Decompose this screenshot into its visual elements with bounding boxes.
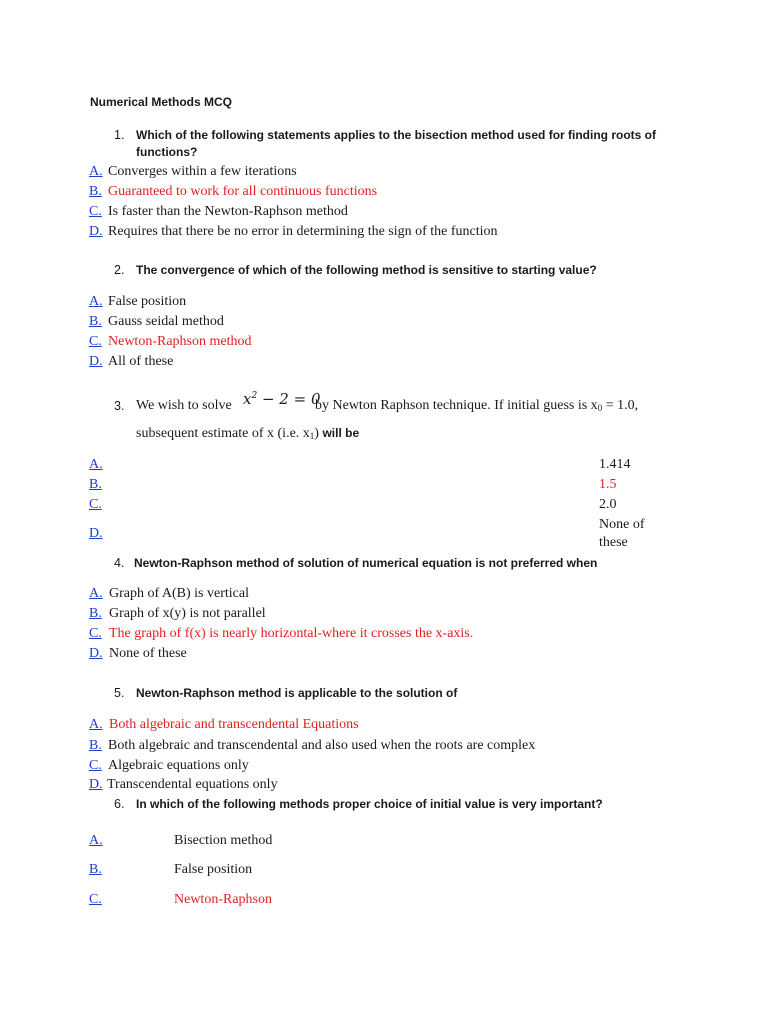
question-2-number: 2. xyxy=(114,263,125,277)
q6-option-a-letter[interactable]: A. xyxy=(89,833,103,848)
q2-option-a-letter[interactable]: A. xyxy=(89,294,103,309)
q6-option-c-text: Newton-Raphson xyxy=(174,892,272,907)
q2-option-a-text: False position xyxy=(108,294,187,309)
q2-option-b-text: Gauss seidal method xyxy=(108,314,224,329)
q2-option-b-letter[interactable]: B. xyxy=(89,314,102,329)
q6-option-b-letter[interactable]: B. xyxy=(89,862,102,877)
q2-option-d-text: All of these xyxy=(108,354,174,369)
doc-title: Numerical Methods MCQ xyxy=(90,95,233,109)
q3-option-a-text: 1.414 xyxy=(599,457,631,472)
q2-option-c-letter[interactable]: C. xyxy=(89,334,102,349)
q5-option-c-letter[interactable]: C. xyxy=(89,758,102,773)
q1-option-b-text: Guaranteed to work for all continuous functions xyxy=(108,184,378,199)
question-3-text-cont: subsequent estimate of x (i.e. $x_1$) will be xyxy=(136,426,360,441)
question-4-text: Newton-Raphson method of solution of numerical equation is not preferred when xyxy=(134,556,598,570)
q1-option-a-text: Converges within a few iterations xyxy=(108,164,297,179)
q1-option-d-letter[interactable]: D. xyxy=(89,224,103,239)
question-3-text: by Newton Raphson technique. If initial guess is $x_0 = 1.0$, xyxy=(315,398,639,413)
q4-option-d-text: None of these xyxy=(109,646,187,661)
q3-option-b-letter[interactable]: B. xyxy=(89,477,102,492)
q2-option-c-text: Newton-Raphson method xyxy=(108,334,252,349)
question-3-prefix: We wish to solve xyxy=(136,398,232,413)
question-3-number: 3. xyxy=(114,399,125,413)
question-2-text: The convergence of which of the following method is sensitive to starting value? xyxy=(136,263,597,277)
q1-option-a-letter[interactable]: A. xyxy=(89,164,103,179)
question-5-number: 5. xyxy=(114,686,125,700)
q4-option-c-letter[interactable]: C. xyxy=(89,626,102,641)
q5-option-d-text: Transcendental equations only xyxy=(107,777,278,792)
q1-option-b-letter[interactable]: B. xyxy=(89,184,102,199)
q4-option-a-letter[interactable]: A. xyxy=(89,586,103,601)
question-3-equation: $x^2 - 2 = 0$ xyxy=(243,390,321,408)
q3-option-d-letter[interactable]: D. xyxy=(89,526,103,541)
q6-option-c-letter[interactable]: C. xyxy=(89,892,102,907)
q4-option-b-text: Graph of x(y) is not parallel xyxy=(109,606,266,621)
question-4-number: 4. xyxy=(114,556,125,570)
q5-option-c-text: Algebraic equations only xyxy=(108,758,249,773)
q3-option-c-letter[interactable]: C. xyxy=(89,497,102,512)
question-6-text: In which of the following methods proper choice of initial value is very important? xyxy=(136,797,603,811)
question-6-number: 6. xyxy=(114,797,125,811)
q5-option-a-text: Both algebraic and transcendental Equations xyxy=(109,717,359,732)
question-1-text: Which of the following statements applies to the bisection method used for finding roots of xyxy=(136,128,657,142)
q3-option-b-text: 1.5 xyxy=(599,477,617,492)
q1-option-c-letter[interactable]: C. xyxy=(89,204,102,219)
question-1-text-cont: functions? xyxy=(136,145,198,159)
q5-option-b-text: Both algebraic and transcendental and also used when the roots are complex xyxy=(108,738,536,753)
q4-option-b-letter[interactable]: B. xyxy=(89,606,102,621)
question-1-number: 1. xyxy=(114,128,125,142)
q4-option-a-text: Graph of A(B) is vertical xyxy=(109,586,249,601)
q5-option-b-letter[interactable]: B. xyxy=(89,738,102,753)
q3-option-a-letter[interactable]: A. xyxy=(89,457,103,472)
q4-option-d-letter[interactable]: D. xyxy=(89,646,103,661)
q3-option-d-text-cont: these xyxy=(599,535,628,550)
q5-option-d-letter[interactable]: D. xyxy=(89,777,103,792)
q5-option-a-letter[interactable]: A. xyxy=(89,717,103,732)
q6-option-b-text: False position xyxy=(174,862,253,877)
q3-option-c-text: 2.0 xyxy=(599,497,617,512)
q1-option-d-text: Requires that there be no error in determining the sign of the function xyxy=(108,224,498,239)
q6-option-a-text: Bisection method xyxy=(174,833,273,848)
q3-option-d-text: None of xyxy=(599,517,645,532)
question-5-text: Newton-Raphson method is applicable to the solution of xyxy=(136,686,458,700)
q2-option-d-letter[interactable]: D. xyxy=(89,354,103,369)
q1-option-c-text: Is faster than the Newton-Raphson method xyxy=(108,204,348,219)
q4-option-c-text: The graph of f(x) is nearly horizontal-where it crosses the x-axis. xyxy=(109,626,474,641)
